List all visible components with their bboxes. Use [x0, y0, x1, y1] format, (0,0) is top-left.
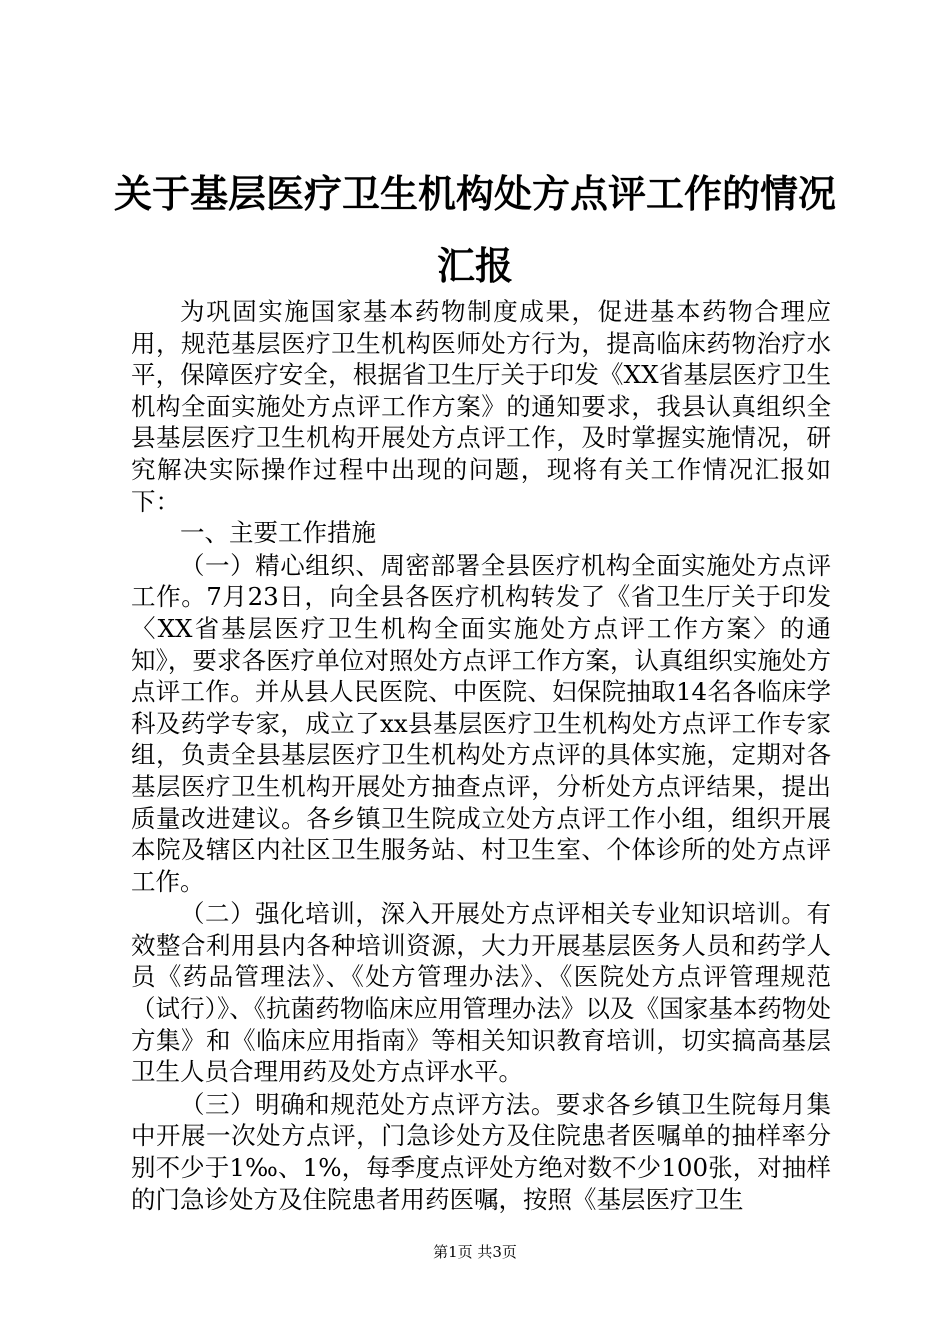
section-heading: 一、主要工作措施 [180, 518, 376, 548]
paragraph-intro: 为巩固实施国家基本药物制度成果，促进基本药物合理应用，规范基层医疗卫生机构医师处方行为，提高临床药物治疗水平，保障医疗安全，根据省卫生厅关于印发《XX省基层医疗卫生机构全面实施处方点评工作方案》的通知要求，我县认真组织全县基层医疗卫生机构开展处方点评工作，及时掌握实施情况，研究解决实际操作过程中出现的问题，现将有关工作情况汇报如下： [131, 297, 831, 516]
paragraph-measure-3: （三）明确和规范处方点评方法。要求各乡镇卫生院每月集中开展一次处方点评，门急诊处方及住院患者医嘱单的抽样率分别不少于1‰、1%，每季度点评处方绝对数不少100张，对抽样的门急诊处方及住院患者用药医嘱，按照《基层医疗卫生 [131, 1089, 831, 1214]
paragraph-measure-2: （二）强化培训，深入开展处方点评相关专业知识培训。有效整合利用县内各种培训资源，大力开展基层医务人员和药学人员《药品管理法》、《处方管理办法》、《医院处方点评管理规范（试行）》、《抗菌药物临床应用管理办法》以及《国家基本药物处方集》和《临床应用指南》等相关知识教育培训，切实搞高基层卫生人员合理用药及处方点评水平。 [131, 899, 831, 1087]
paragraph-measure-1: （一）精心组织、周密部署全县医疗机构全面实施处方点评工作。7月23日，向全县各医疗机构转发了《省卫生厅关于印发〈XX省基层医疗卫生机构全面实施处方点评工作方案〉的通知》，要求各医疗单位对照处方点评工作方案，认真组织实施处方点评工作。并从县人民医院、中医院、妇保院抽取14名各临床学科及药学专家，成立了xx县基层医疗卫生机构处方点评工作专家组，负责全县基层医疗卫生机构处方点评的具体实施，定期对各基层医疗卫生机构开展处方抽查点评，分析处方点评结果，提出质量改进建议。各乡镇卫生院成立处方点评工作小组，组织开展本院及辖区内社区卫生服务站、村卫生室、个体诊所的处方点评工作。 [131, 550, 831, 896]
document-body [131, 296, 831, 1215]
page-footer: 第1页 共3页 [433, 1243, 517, 1261]
document-title: 关于基层医疗卫生机构处方点评工作的情况汇报 [113, 171, 836, 288]
